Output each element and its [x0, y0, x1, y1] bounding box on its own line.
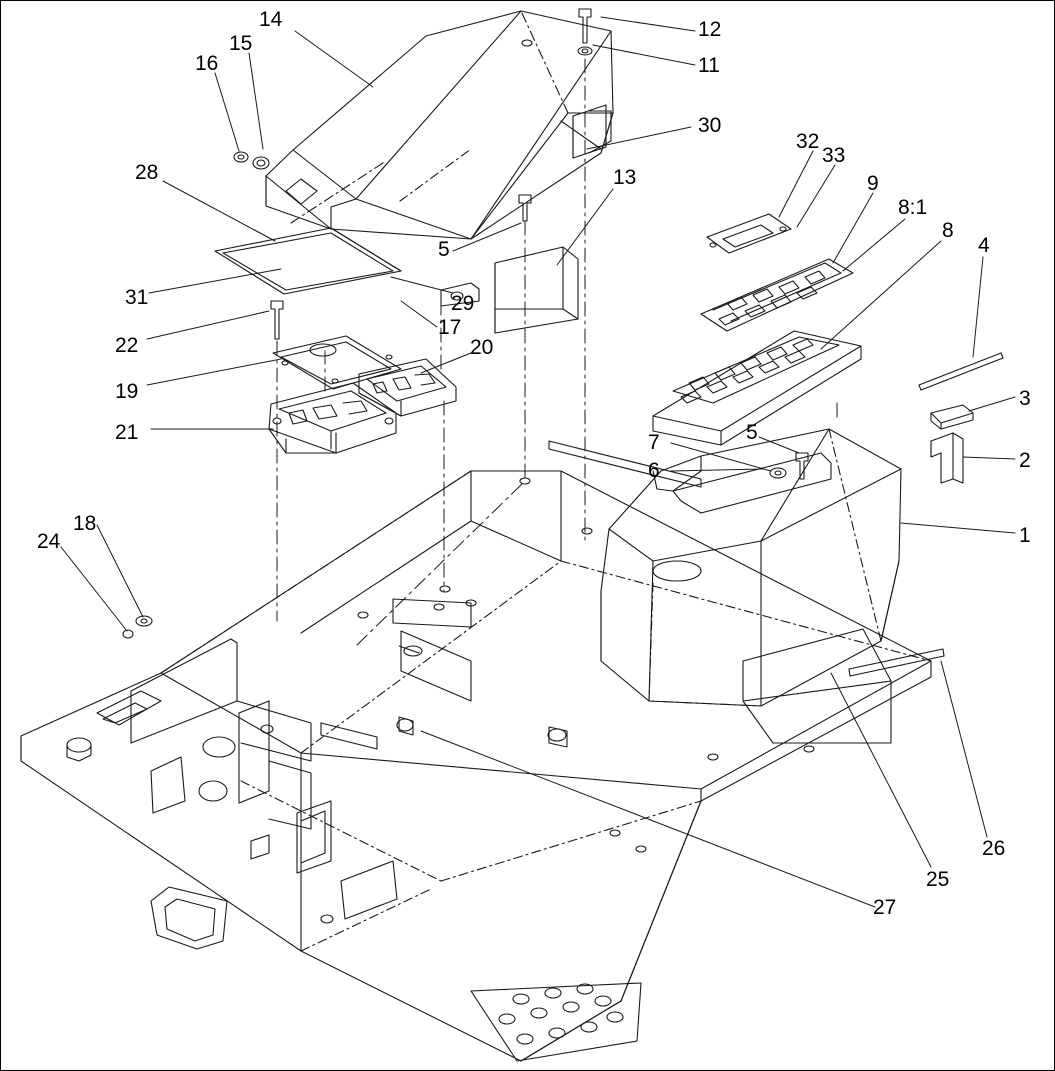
leader-14: [295, 31, 373, 87]
leader-6: [671, 469, 763, 471]
part-13-bracket: [441, 247, 578, 333]
callout-3: 3: [1019, 387, 1031, 410]
part-4-rod: [919, 353, 1003, 390]
callout-25: 25: [926, 868, 950, 891]
callout-18: 18: [73, 512, 97, 535]
callout-31: 31: [125, 286, 149, 309]
leader-8-1: [843, 219, 905, 271]
leader-28: [163, 181, 275, 241]
leader-29: [391, 277, 453, 293]
callout-21: 21: [115, 421, 139, 444]
callout-12: 12: [698, 18, 722, 41]
leader-12: [601, 17, 695, 31]
leader-17: [401, 301, 437, 327]
leader-1: [901, 523, 1015, 533]
callout-27: 27: [873, 896, 897, 919]
leader-24: [61, 547, 127, 631]
callout-28: 28: [135, 161, 159, 184]
callout-22: 22: [115, 334, 139, 357]
leader-32: [779, 151, 813, 217]
callout-17: 17: [438, 316, 462, 339]
part-28-gasket: [215, 228, 401, 294]
leader-31: [149, 269, 281, 293]
callout-29: 29: [451, 292, 475, 315]
exploded-assembly-drawing: [1, 1, 1055, 1071]
callout-5-top: 5: [438, 238, 450, 261]
part-25-plate: [743, 629, 891, 743]
fasteners: [123, 9, 808, 638]
callout-24: 24: [37, 530, 61, 553]
part-14-cover: [266, 11, 613, 239]
leader-4: [973, 257, 983, 357]
callout-14: 14: [259, 8, 283, 31]
part-1-console: [601, 429, 901, 706]
callout-13: 13: [613, 166, 637, 189]
callout-20: 20: [470, 336, 494, 359]
leader-20: [421, 353, 471, 373]
leader-26: [941, 661, 987, 837]
leader-33: [797, 165, 835, 227]
leader-27: [421, 731, 875, 907]
callout-7: 7: [648, 431, 660, 454]
callout-30: 30: [698, 114, 722, 137]
leader-18: [97, 525, 143, 617]
leader-5a: [453, 223, 521, 251]
leader-2: [963, 457, 1015, 459]
callout-15: 15: [229, 32, 253, 55]
leader-19: [147, 359, 281, 385]
leader-16: [215, 73, 239, 151]
leader-30: [587, 127, 691, 149]
part-27-frame: [21, 471, 931, 1061]
callout-1: 1: [1019, 524, 1031, 547]
leader-22: [147, 311, 269, 339]
part-3-clip: [931, 405, 973, 429]
callout-6: 6: [648, 459, 660, 482]
leader-8: [821, 241, 941, 349]
callout-2: 2: [1019, 449, 1031, 472]
callout-8: 8: [942, 219, 954, 242]
leader-11: [593, 45, 695, 65]
leader-7: [671, 443, 771, 471]
callout-5-right: 5: [746, 421, 758, 444]
part-26-rail: [849, 649, 944, 676]
callout-9: 9: [867, 172, 879, 195]
part-9-decal-strip: [701, 259, 853, 331]
callout-26: 26: [982, 837, 1006, 860]
callout-33: 33: [822, 144, 846, 167]
part-19-control-module: [273, 336, 401, 389]
callout-19: 19: [115, 380, 139, 403]
leader-25: [831, 673, 931, 867]
callout-16: 16: [195, 52, 219, 75]
leader-15: [249, 53, 263, 149]
leader-9: [833, 193, 873, 263]
part-2-bracket: [931, 433, 963, 483]
part-32-decal: [707, 214, 791, 253]
callout-8-1: 8:1: [898, 196, 928, 219]
leader-3: [969, 397, 1015, 411]
callout-11: 11: [698, 54, 720, 77]
callout-4: 4: [978, 234, 990, 257]
callout-32: 32: [796, 130, 820, 153]
